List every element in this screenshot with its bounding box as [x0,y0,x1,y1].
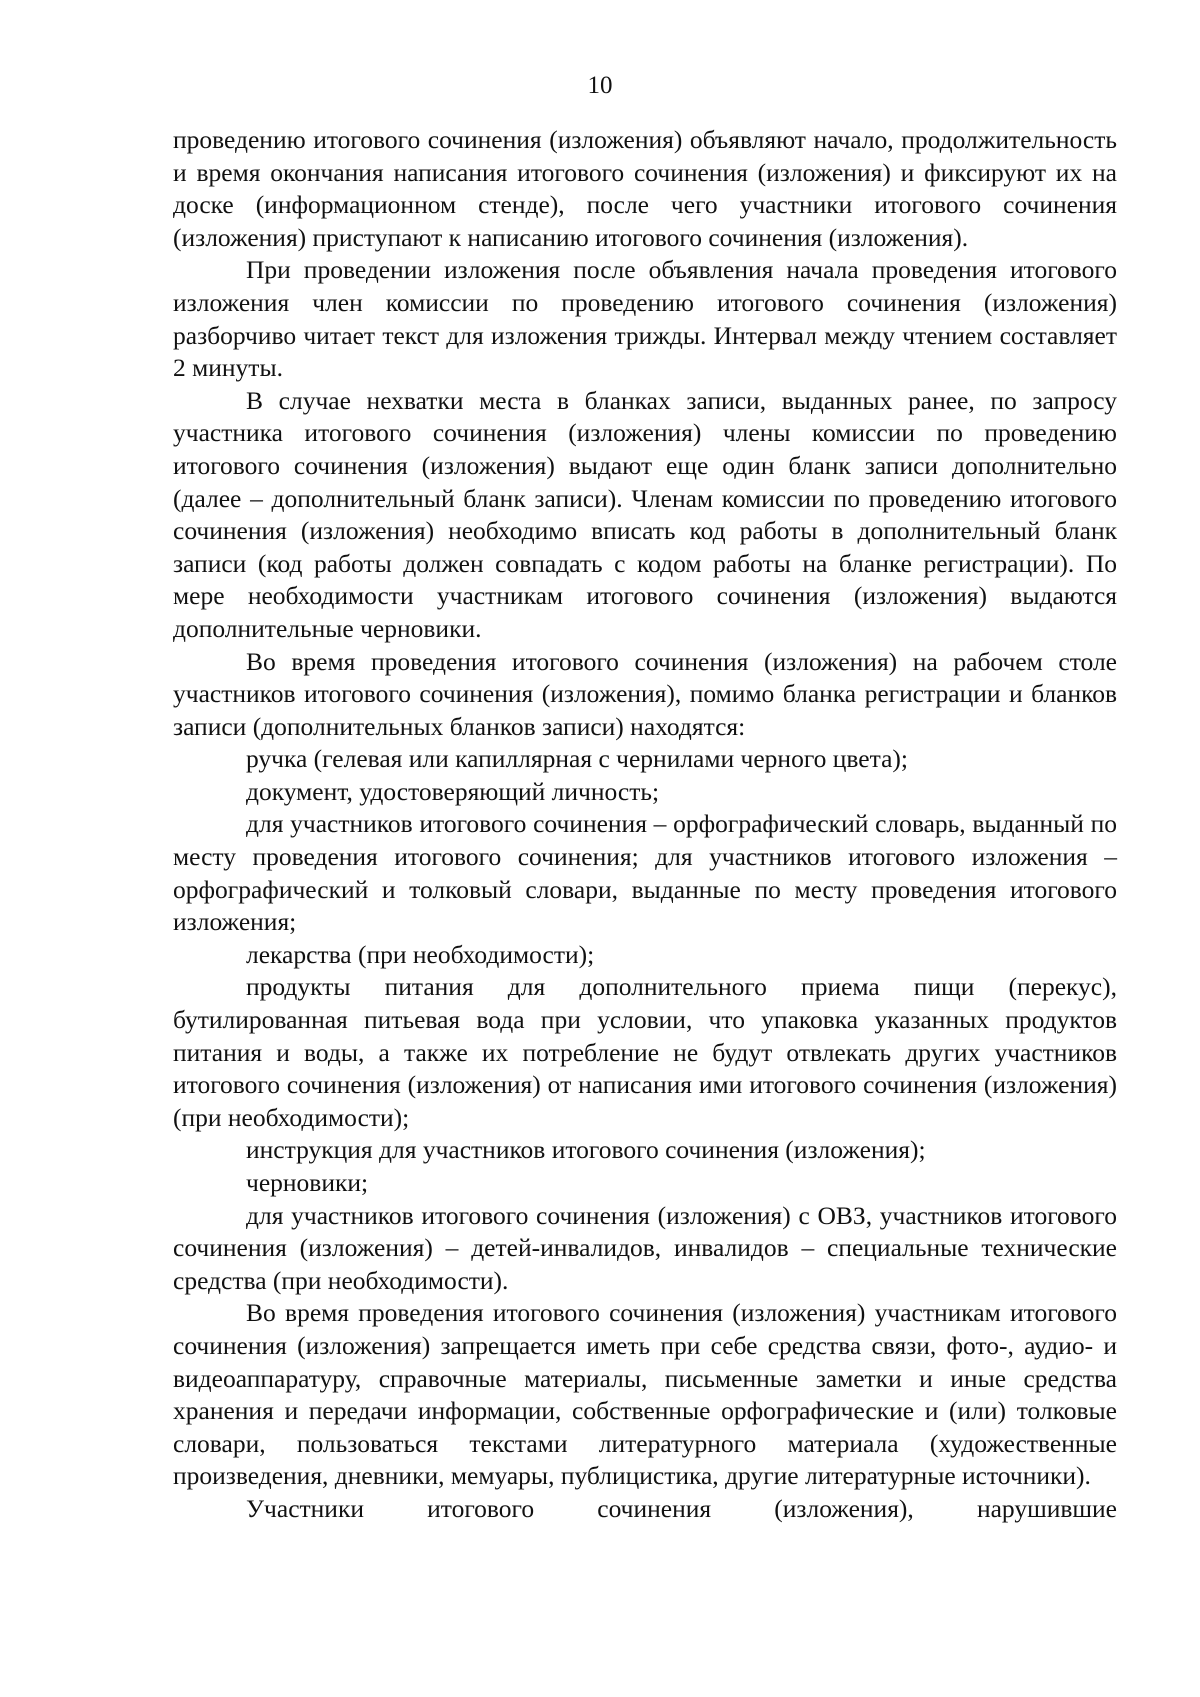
list-item-id-document: документ, удостоверяющий личность; [246,776,660,806]
list-item-medicine: лекарства (при необходимости); [246,939,595,969]
paragraph-violators: Участники итогового сочинения (изложения), нарушившие [246,1493,1117,1523]
page-number: 10 [587,72,613,99]
paragraph-prohibitions: Во время проведения итогового сочинения (изложения) участникам итогового сочинения (изложения) запрещается иметь при себе средства связи, фото-, аудио- и видеоаппаратуру, справочные материалы, письменные заметки и иные средства хранения и передачи информации, собственные орфографические и (или) толковые словари, пользоваться текстами литературного материала (художественные произведения, дневники, мемуары, публицистика, другие литературные источники). [173,1298,1117,1491]
list-item-dictionaries: для участников итогового сочинения – орфографический словарь, выданный по месту проведения итогового сочинения; для участников итогового изложения – орфографический и толковый словари, выданные по месту проведения итогового изложения; [173,809,1117,937]
list-item-pen: ручка (гелевая или капиллярная с чернилами черного цвета); [246,744,908,774]
paragraph-additional-forms: В случае нехватки места в бланках записи, выданных ранее, по запросу участника итогового сочинения (изложения) члены комиссии по проведению итогового сочинения (изложения) выдают еще один бланк записи дополнительно (далее – дополнительный бланк записи). Членам комиссии по проведению итогового сочинения (изложения) необходимо вписать код работы в дополнительный бланк записи (код работы должен совпадать с кодом работы на бланке регистрации). По мере необходимости участникам итогового сочинения (изложения) выдаются дополнительные черновики. [173,385,1117,643]
list-item-special-equipment: для участников итогового сочинения (изложения) с ОВЗ, участников итогового сочинения (изложения) – детей-инвалидов, инвалидов – специальные технические средства (при необходимости). [173,1200,1117,1295]
paragraph-reading-procedure: При проведении изложения после объявления начала проведения итогового изложения член комиссии по проведению итогового сочинения (изложения) разборчиво читает текст для изложения трижды. Интервал между чтением составляет 2 минуты. [173,255,1117,383]
list-item-food: продукты питания для дополнительного приема пищи (перекус), бутилированная питьевая вода при условии, что упаковка указанных продуктов питания и воды, а также их потребление не будут отвлекать других участников итогового сочинения (изложения) от написания ими итогового сочинения (изложения) (при необходимости); [173,972,1117,1132]
list-item-drafts: черновики; [246,1168,369,1197]
document-body [173,124,1117,1526]
paragraph-continuation: проведению итогового сочинения (изложения) объявляют начало, продолжительность и время окончания написания итогового сочинения (изложения) и фиксируют их на доске (информационном стенде), после чего участники итогового сочинения (изложения) приступают к написанию итогового сочинения (изложения). [173,125,1117,252]
paragraph-desk-items-intro: Во время проведения итогового сочинения (изложения) на рабочем столе участников итогового сочинения (изложения), помимо бланка регистрации и бланков записи (дополнительных бланков записи) находятся: [173,646,1117,741]
list-item-instruction: инструкция для участников итогового сочинения (изложения); [246,1135,926,1165]
